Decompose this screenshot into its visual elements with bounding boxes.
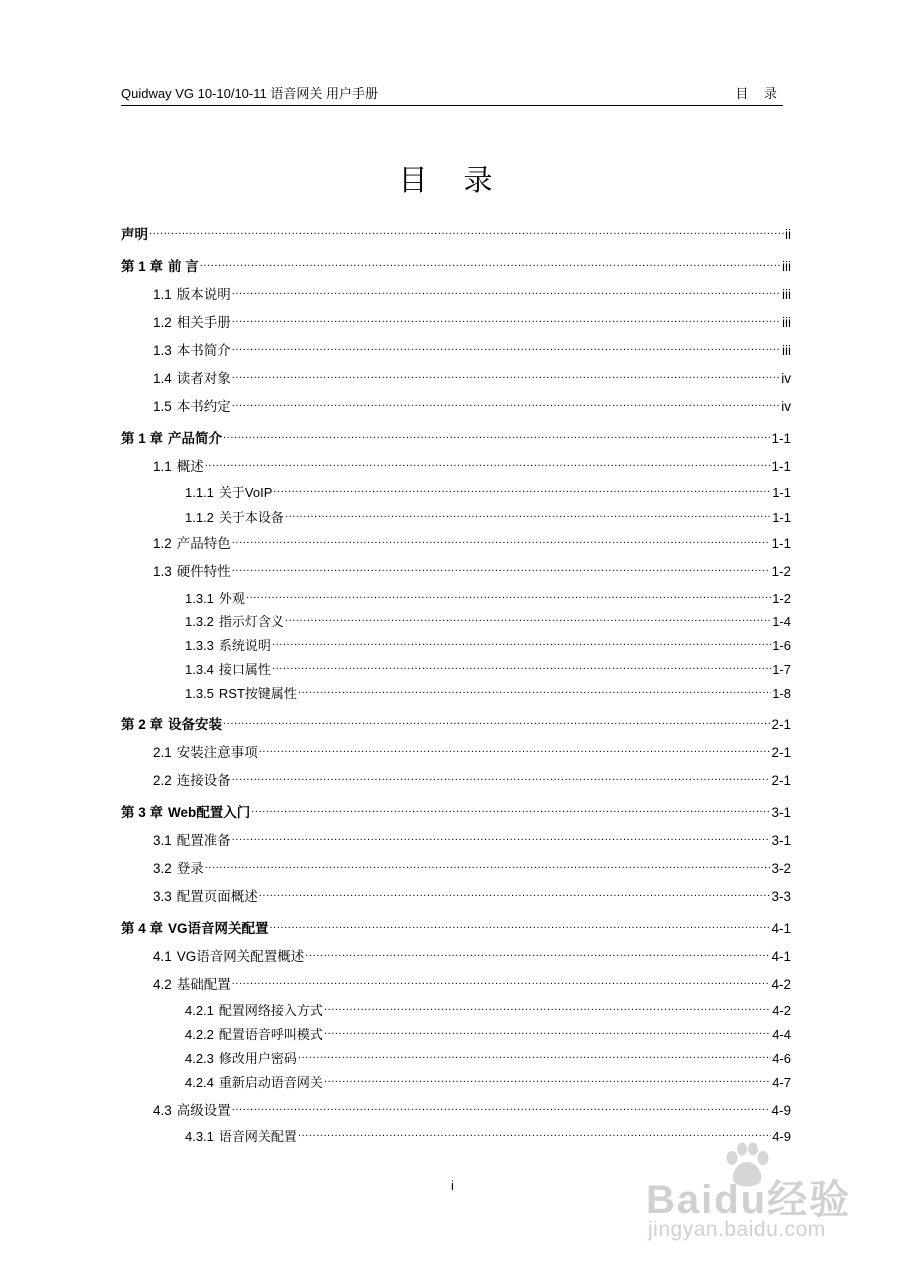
toc-dot-leader xyxy=(259,743,771,757)
toc-entry-number: 第 1 章 xyxy=(121,259,164,274)
toc-entry-page: 4-4 xyxy=(772,1027,791,1042)
toc-entry-number: 2.1 xyxy=(153,745,172,760)
toc-entry-label: 声明 xyxy=(121,227,148,242)
toc-entry-number: 3.2 xyxy=(153,861,172,876)
toc-entry[interactable] xyxy=(185,660,791,680)
toc-entry-page: iii xyxy=(782,343,791,358)
toc-entry-label: 配置页面概述 xyxy=(176,889,258,904)
toc-entry-page: 4-9 xyxy=(771,1103,791,1118)
toc-dot-leader xyxy=(305,947,770,961)
toc-dot-leader xyxy=(324,1025,771,1039)
toc-entry-page: iii xyxy=(782,315,791,330)
toc-entry-page: 4-2 xyxy=(772,1003,791,1018)
page-number: i xyxy=(451,1178,454,1193)
toc-entry-label: Web配置入门 xyxy=(168,805,251,820)
toc-dot-leader xyxy=(285,612,771,626)
toc-entry-number: 4.2 xyxy=(153,977,172,992)
watermark-url: jingyan.baidu.com xyxy=(648,1218,826,1241)
toc-entry[interactable] xyxy=(153,771,791,791)
toc-dot-leader xyxy=(232,831,771,845)
toc-entry-number: 1.1.2 xyxy=(185,510,214,525)
toc-entry[interactable] xyxy=(121,225,791,245)
toc-entry-label: 产品简介 xyxy=(168,431,223,446)
toc-entry-page: 1-6 xyxy=(772,638,791,653)
page-header xyxy=(121,87,783,106)
toc-entry-number: 4.3.1 xyxy=(185,1129,214,1144)
toc-dot-leader xyxy=(251,803,770,817)
toc-dot-leader xyxy=(223,429,770,443)
toc-entry[interactable] xyxy=(153,534,791,554)
toc-entry-page: iii xyxy=(782,287,791,302)
toc-entry-number: 4.3 xyxy=(153,1103,172,1118)
toc-entry[interactable] xyxy=(185,1049,791,1069)
toc-entry[interactable] xyxy=(185,589,791,609)
toc-dot-leader xyxy=(270,919,771,933)
toc-entry-number: 1.2 xyxy=(153,536,172,551)
toc-dot-leader xyxy=(232,313,781,327)
toc-entry[interactable] xyxy=(153,1101,791,1121)
toc-dot-leader xyxy=(298,1049,771,1063)
toc-entry-label: 接口属性 xyxy=(218,662,271,677)
toc-entry-number: 1.5 xyxy=(153,399,172,414)
toc-entry-label: 高级设置 xyxy=(176,1103,231,1118)
toc-entry-page: ii xyxy=(785,227,791,242)
toc-dot-leader xyxy=(298,684,771,698)
toc-entry-number: 4.2.3 xyxy=(185,1051,214,1066)
toc-entry-page: 1-1 xyxy=(771,536,791,551)
toc-entry-number: 2.2 xyxy=(153,773,172,788)
toc-entry-page: 4-9 xyxy=(772,1129,791,1144)
toc-dot-leader xyxy=(324,1001,771,1015)
toc-dot-leader xyxy=(273,483,771,497)
toc-entry-number: 1.4 xyxy=(153,371,172,386)
toc-entry-label: 产品特色 xyxy=(176,536,231,551)
toc-entry-label: 系统说明 xyxy=(218,638,271,653)
toc-dot-leader xyxy=(298,1127,771,1141)
toc-dot-leader xyxy=(205,457,771,471)
toc-entry-label: 外观 xyxy=(218,591,245,606)
toc-entry-label: 安装注意事项 xyxy=(176,745,258,760)
toc-entry-label: 关于本设备 xyxy=(218,510,284,525)
toc-entry[interactable] xyxy=(121,257,791,277)
toc-entry-number: 4.2.4 xyxy=(185,1075,214,1090)
toc-entry-number: 1.3.1 xyxy=(185,591,214,606)
toc-entry-number: 1.3 xyxy=(153,564,172,579)
toc-entry-page: 4-2 xyxy=(771,977,791,992)
toc-entry-label: 读者对象 xyxy=(176,371,231,386)
toc-entry[interactable] xyxy=(153,887,791,907)
toc-entry-page: 3-2 xyxy=(771,861,791,876)
toc-entry[interactable] xyxy=(153,743,791,763)
toc-entry-number: 1.3.4 xyxy=(185,662,214,677)
toc-entry-number: 3.3 xyxy=(153,889,172,904)
toc-entry[interactable] xyxy=(121,803,791,823)
toc-dot-leader xyxy=(232,562,771,576)
toc-entry[interactable] xyxy=(185,684,791,704)
toc-entry-label: 配置准备 xyxy=(176,833,231,848)
toc-entry-page: 1-1 xyxy=(772,485,791,500)
toc-dot-leader xyxy=(223,715,770,729)
toc-entry-label: 登录 xyxy=(176,861,204,876)
toc-entry-label: 版本说明 xyxy=(176,287,231,302)
toc-entry-number: 4.2.1 xyxy=(185,1003,214,1018)
toc-entry-label: VG语音网关配置概述 xyxy=(176,949,305,964)
toc-entry-page: 1-1 xyxy=(771,459,791,474)
toc-entry-label: 相关手册 xyxy=(176,315,231,330)
toc-entry[interactable] xyxy=(185,1025,791,1045)
toc-entry[interactable] xyxy=(185,612,791,632)
toc-dot-leader xyxy=(232,534,771,548)
toc-entry[interactable] xyxy=(121,429,791,449)
toc-dot-leader xyxy=(205,859,771,873)
toc-entry-label: 硬件特性 xyxy=(176,564,231,579)
toc-entry[interactable] xyxy=(153,397,791,417)
toc-entry-page: 4-7 xyxy=(772,1075,791,1090)
toc-entry-number: 1.3.3 xyxy=(185,638,214,653)
toc-entry[interactable] xyxy=(153,975,791,995)
toc-dot-leader xyxy=(232,369,780,383)
toc-entry-number: 第 4 章 xyxy=(121,921,164,936)
toc-dot-leader xyxy=(232,397,780,411)
toc-entry-number: 3.1 xyxy=(153,833,172,848)
toc-entry-label: 概述 xyxy=(176,459,204,474)
toc-dot-leader xyxy=(232,341,781,355)
toc-entry-label: 关于VoIP xyxy=(218,485,273,500)
toc-entry[interactable] xyxy=(185,1073,791,1093)
toc-entry[interactable] xyxy=(153,341,791,361)
toc-entry-label: 设备安装 xyxy=(168,717,223,732)
toc-entry-number: 1.3 xyxy=(153,343,172,358)
toc-entry[interactable] xyxy=(153,831,791,851)
toc-entry-label: 本书简介 xyxy=(176,343,231,358)
toc-entry-page: iii xyxy=(782,259,791,274)
toc-entry-label: 本书约定 xyxy=(176,399,231,414)
baidu-watermark xyxy=(640,1140,870,1250)
toc-dot-leader xyxy=(246,589,771,603)
watermark-brand: Baidu经验 xyxy=(646,1178,852,1222)
toc-dot-leader xyxy=(324,1073,771,1087)
toc-entry-label: 前 言 xyxy=(168,259,199,274)
toc-entry[interactable] xyxy=(185,636,791,656)
toc-entry[interactable] xyxy=(121,715,791,735)
toc-entry-page: 2-1 xyxy=(771,717,791,732)
toc-dot-leader xyxy=(259,887,771,901)
toc-entry[interactable] xyxy=(153,313,791,333)
toc-entry-number: 第 2 章 xyxy=(121,717,164,732)
toc-entry-number: 4.1 xyxy=(153,949,172,964)
header-section-label: 目 录 xyxy=(735,86,783,101)
toc-dot-leader xyxy=(232,285,781,299)
toc-dot-leader xyxy=(200,257,781,271)
toc-entry-page: 2-1 xyxy=(771,745,791,760)
toc-dot-leader xyxy=(232,975,771,989)
toc-entry-page: 1-1 xyxy=(771,431,791,446)
toc-entry-page: 1-2 xyxy=(772,591,791,606)
toc-entry-label: RST按键属性 xyxy=(218,686,297,701)
toc-dot-leader xyxy=(285,508,771,522)
toc-entry-label: 语音网关配置 xyxy=(218,1129,297,1144)
toc-entry-number: 第 1 章 xyxy=(121,431,164,446)
toc-entry-label: 配置语音呼叫模式 xyxy=(218,1027,323,1042)
toc-entry-number: 1.2 xyxy=(153,315,172,330)
toc-entry[interactable] xyxy=(153,859,791,879)
toc-entry-label: 修改用户密码 xyxy=(218,1051,297,1066)
toc-entry-number: 4.2.2 xyxy=(185,1027,214,1042)
toc-entry-label: VG语音网关配置 xyxy=(168,921,269,936)
toc-dot-leader xyxy=(232,1101,771,1115)
toc-entry-number: 1.1.1 xyxy=(185,485,214,500)
toc-entry[interactable] xyxy=(185,483,791,503)
toc-dot-leader xyxy=(272,636,771,650)
toc-entry-page: 4-1 xyxy=(771,921,791,936)
toc-entry-number: 1.3.5 xyxy=(185,686,214,701)
toc-entry-label: 配置网络接入方式 xyxy=(218,1003,323,1018)
toc-entry-number: 第 3 章 xyxy=(121,805,164,820)
toc-dot-leader xyxy=(272,660,771,674)
toc-entry-number: 1.1 xyxy=(153,459,172,474)
toc-entry-page: 2-1 xyxy=(771,773,791,788)
toc-entry[interactable] xyxy=(153,285,791,305)
toc-entry[interactable] xyxy=(153,562,791,582)
toc-entry-label: 重新启动语音网关 xyxy=(218,1075,323,1090)
toc-entry-label: 指示灯含义 xyxy=(218,614,284,629)
toc-entry-page: 1-1 xyxy=(772,510,791,525)
toc-entry[interactable] xyxy=(153,369,791,389)
toc-entry-page: 1-8 xyxy=(772,686,791,701)
toc-entry[interactable] xyxy=(185,1001,791,1021)
toc-entry[interactable] xyxy=(153,947,791,967)
toc-entry-page: 3-3 xyxy=(771,889,791,904)
header-document-title: Quidway VG 10-10/10-11 语音网关 用户手册 xyxy=(121,86,378,101)
toc-entry[interactable] xyxy=(185,508,791,528)
toc-entry-page: 4-1 xyxy=(771,949,791,964)
toc-entry-label: 基础配置 xyxy=(176,977,231,992)
toc-entry-page: iv xyxy=(781,371,791,386)
toc-entry-page: 1-2 xyxy=(771,564,791,579)
toc-entry-label: 连接设备 xyxy=(176,773,231,788)
toc-entry[interactable] xyxy=(121,919,791,939)
toc-entry-number: 1.1 xyxy=(153,287,172,302)
toc-entry-page: 1-7 xyxy=(772,662,791,677)
toc-entry[interactable] xyxy=(153,457,791,477)
toc-entry-number: 1.3.2 xyxy=(185,614,214,629)
toc-entry-page: 3-1 xyxy=(771,833,791,848)
toc-dot-leader xyxy=(149,225,784,239)
toc-dot-leader xyxy=(232,771,771,785)
page-title: 目 录 xyxy=(398,165,507,197)
toc-entry-page: 3-1 xyxy=(771,805,791,820)
toc-entry-page: 4-6 xyxy=(772,1051,791,1066)
toc-entry-page: 1-4 xyxy=(772,614,791,629)
toc-entry-page: iv xyxy=(781,399,791,414)
